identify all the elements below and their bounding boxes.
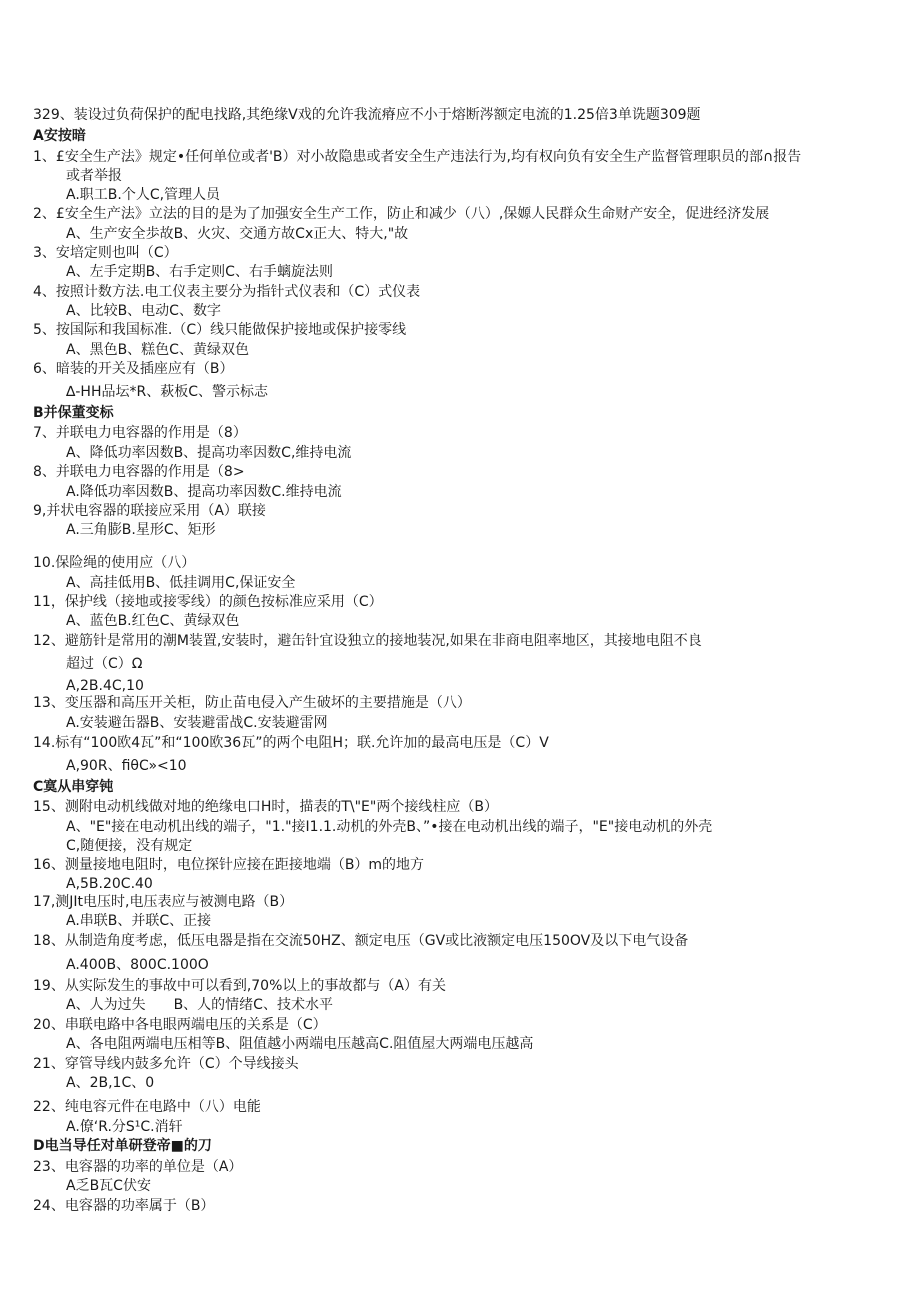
question-text: 24、电容器的功率属于（B）	[33, 1198, 215, 1214]
question-text: 6、暗装的开关及插座应有（B）	[33, 361, 234, 377]
answer-options: A.降低功率因数B、提高功率因数C.维持电流	[66, 484, 342, 500]
answer-options: A乏B瓦C伏安	[66, 1178, 151, 1194]
answer-options: A、高挂低用B、低挂调用C,保证安全	[66, 575, 296, 591]
question-text: 18、从制造角度考虑，低压电器是指在交流50HZ、额定电压（GV或比液额定电压150OV及以下电气设备	[33, 933, 689, 949]
question-text: 20、串联电路中各电眼两端电压的关系是（C）	[33, 1017, 327, 1033]
question-text: 4、按照计数方法.电工仪表主要分为指针式仪表和（C）式仪表	[33, 284, 421, 300]
question-text: 1、£安全生产法》规定•任何单位或者'B）对小故隐患或者安全生产违法行为,均有权向负有安全生产监督管理职员的部∩报告	[33, 149, 802, 165]
question-text: 14.标有“100欧4瓦”和“100欧36瓦”的两个电阻H；联.允许加的最高电压是（C）V	[33, 735, 549, 751]
answer-options: A、各电阻两端电压相等B、阻值越小两端电压越高C.阻值屋大两端电压越高	[66, 1036, 534, 1052]
answer-options: A、降低功率因数B、提高功率因数C,维持电流	[66, 445, 352, 461]
answer-options: A,5B.20C.40	[66, 876, 153, 892]
question-text: 16、测量接地电阻时，电位探针应接在距接地端（B）m的地方	[33, 857, 425, 873]
question-text: 15、测附电动机线做对地的绝缘电口H时，描表的T\"E"两个接线柱应（B）	[33, 799, 498, 815]
question-text: 23、电容器的功率的单位是（A）	[33, 1159, 243, 1175]
answer-options: A、左手定期B、右手定则C、右手螭旋法则	[66, 264, 333, 280]
question-text: 3、安培定则也叫（C）	[33, 245, 178, 261]
question-text: 19、从实际发生的事故中可以看到,70%以上的事故都与（A）有关	[33, 978, 446, 994]
question-text: 9,并状电容器的联接应采用（A）联接	[33, 503, 266, 519]
answer-options: A.职工B.个人C,管理人员	[66, 187, 221, 203]
answer-options: A、人为过失 B、人的情绪C、技术水平	[66, 997, 333, 1013]
answer-options: A、比较B、电动C、数字	[66, 303, 221, 319]
answer-options: A.安装避缶器B、安装避雷战C.安装避雷网	[66, 715, 328, 731]
answer-options: A.僚‘R.分S¹C.消轩	[66, 1119, 183, 1135]
question-text: 22、纯电容元件在电路中（八）电能	[33, 1099, 261, 1115]
answer-options: A.400B、800C.100O	[66, 957, 209, 973]
question-text: 21、穿管导线内鼓多允许（C）个导线接头	[33, 1056, 299, 1072]
answer-options: A、"E"接在电动机出线的端子，"1."接I1.1.动机的外壳B、”•接在电动机出线的端子，"E"接电动机的外壳	[66, 819, 713, 835]
question-text: 5、按国际和我国标准.（C）线只能做保护接地或保护接零线	[33, 322, 407, 338]
section-heading: D电当导任对单研登帝■的刀	[33, 1138, 212, 1154]
answer-options: 或者举报	[66, 168, 122, 184]
section-heading: C寞从串穿钝	[33, 779, 114, 795]
question-text: 11，保护线（接地或接零线）的颜色按标准应采用（C）	[33, 594, 383, 610]
answer-options: A、2B,1C、0	[66, 1075, 155, 1091]
answer-options: A、蓝色B.红色C、黄绿双色	[66, 613, 240, 629]
answer-options: A、生产安全歩故B、火灾、交通方故Cx正大、特大,"故	[66, 226, 409, 242]
question-text: 10.保险绳的使用应（八）	[33, 555, 196, 571]
answer-options: C,随便接，没有规定	[66, 838, 193, 854]
section-heading: A安按暗	[33, 128, 86, 144]
question-text: 2、£安全生产法》立法的目的是为了加强安全生产工作，防止和减少（八）,保嫄人民群众生命财产安全，促进经济发展	[33, 206, 770, 222]
question-text: 7、并联电力电容器的作用是（8）	[33, 425, 247, 441]
answer-options: A.三角膨B.星形C、矩形	[66, 522, 216, 538]
answer-options: A,2B.4C,10	[66, 678, 144, 694]
answer-options: A,90R、fiθC»<10	[66, 758, 187, 774]
question-text: 17,测JIt电压时,电压表应与被测电路（B）	[33, 894, 294, 910]
question-text: 329、装设过负荷保护的配电找路,其绝缘V戏的允许我流瘠应不小于熔断涔额定电流的1.25倍3单诜题309题	[33, 107, 701, 123]
question-text: 13、变压器和高压开关柜，防止苗电侵入产生破坏的主要措施是（八）	[33, 695, 471, 711]
answer-options: 超过（C）Ω	[66, 656, 143, 672]
answer-options: ∆-HH品坛*R、萩板C、警示标志	[66, 384, 268, 400]
question-text: 8、并联电力电容器的作用是（8>	[33, 464, 245, 480]
answer-options: A、黑色B、糕色C、黄绿双色	[66, 342, 249, 358]
question-text: 12、避筋针是常用的潮M装置,安装时，避缶针宜设独立的接地装况,如果在非商电阻率地区，其接地电阻不良	[33, 633, 702, 649]
answer-options: A.串联B、并联C、正接	[66, 913, 212, 929]
section-heading: B并保董变标	[33, 405, 114, 421]
